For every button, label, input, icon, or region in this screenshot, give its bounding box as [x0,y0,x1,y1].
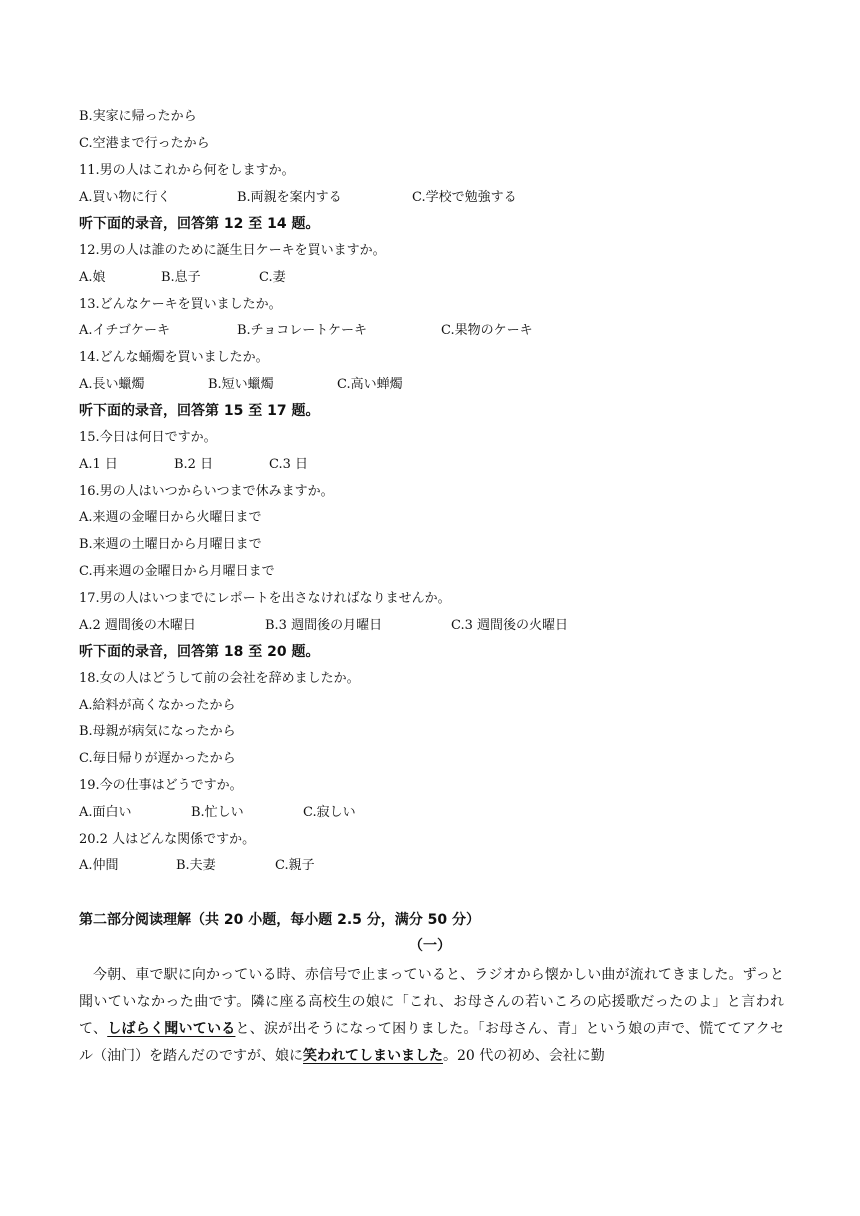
q16-option-a: A.来週の金曜日から火曜日まで [79,510,262,525]
q15-option-b: B.2 日 [174,457,214,472]
q10-option-c: C.空港まで行ったから [79,136,210,151]
q12-option-c: C.妻 [259,270,286,285]
q20-options [79,857,315,875]
q19-option-a: A.面白い [79,805,132,820]
section-heading-18-20: 听下面的录音，回答第 18 至 20 题。 [79,644,320,660]
q11-options [79,189,517,207]
q14-question: 14.どんな蛹燭を買いましたか。 [79,350,269,365]
q20-option-b: B.夫妻 [176,858,216,873]
q13-question: 13.どんなケーキを買いましたか。 [79,297,282,312]
q17-options [79,617,568,635]
q19-option-b: B.忙しい [191,805,244,820]
q13-options [79,322,533,340]
q19-option-c: C.寂しい [303,805,356,820]
passage1-label: （一） [409,938,451,954]
passage1-paragraph [79,962,784,1070]
q20-option-a: A.仲間 [79,858,119,873]
q16-option-c: C.再来週の金曜日から月曜日まで [79,564,275,579]
q11-option-b: B.両親を案内する [237,190,342,205]
q17-option-b: B.3 週間後の月曜日 [265,618,383,633]
q16-option-b: B.来週の土曜日から月曜日まで [79,537,262,552]
q18-option-a: A.給料が高くなかったから [79,698,236,713]
passage1-text-1: 今朝、車で駅に向かっている時、赤信号で止まっていると、ラジオから懐かしい曲が流れてきました。ずっと聞いていなかった曲です。隣に座る高校生の娘に「これ、お母さんの若いころの応援歌だったのよ」と言われて、 [79,967,784,1037]
q17-question: 17.男の人はいつまでにレポートを出さなければなりませんか。 [79,591,451,606]
passage1-text-2: と、涙が出そうになって困りました。「お母さん、青」という娘の声で、慌ててアクセル（油门）を踏んだのですが、娘に [79,1021,784,1064]
q12-options [79,269,286,287]
section-heading-15-17: 听下面的录音，回答第 15 至 17 题。 [79,403,320,419]
part2-heading: 第二部分阅读理解（共 20 小题，每小题 2.5 分，满分 50 分） [79,912,481,928]
q15-option-c: C.3 日 [269,457,309,472]
q15-option-a: A.1 日 [79,457,118,472]
q17-option-c: C.3 週間後の火曜日 [451,618,569,633]
q11-option-a: A.買い物に行く [79,190,171,205]
q15-options [79,456,308,474]
passage1-underline-1: しばらく聞いている [107,1021,236,1037]
q18-option-b: B.母親が病気になったから [79,724,236,739]
q12-question: 12.男の人は誰のために誕生日ケーキを買いますか。 [79,243,386,258]
q11-question: 11.男の人はこれから何をしますか。 [79,163,295,178]
q19-options [79,804,356,822]
q13-option-c: C.果物のケーキ [441,323,533,338]
q16-question: 16.男の人はいつからいつまで休みますか。 [79,484,334,499]
q13-option-a: A.イチゴケーキ [79,323,171,338]
passage1-underline-2: 笑われてしまいました [303,1048,443,1064]
q12-option-a: A.娘 [79,270,106,285]
q13-option-b: B.チョコレートケーキ [237,323,368,338]
q14-option-c: C.高い蝉燭 [337,377,403,392]
q17-option-a: A.2 週間後の木曜日 [79,618,196,633]
q20-question: 20.2 人はどんな関係ですか。 [79,832,256,847]
q20-option-c: C.親子 [275,858,315,873]
section-heading-12-14: 听下面的录音，回答第 12 至 14 题。 [79,216,320,232]
q15-question: 15.今日は何日ですか。 [79,430,217,445]
q18-option-c: C.毎日帰りが遅かったから [79,751,236,766]
q19-question: 19.今の仕事はどうですか。 [79,778,243,793]
q11-option-c: C.学校で勉強する [412,190,517,205]
q14-option-a: A.長い蠟燭 [79,377,145,392]
q12-option-b: B.息子 [161,270,201,285]
q14-options [79,376,403,394]
q10-option-b: B.実家に帰ったから [79,109,197,124]
passage1-text-3: 。20 代の初め、会社に勤 [443,1048,605,1064]
q18-question: 18.女の人はどうして前の会社を辞めましたか。 [79,671,360,686]
q14-option-b: B.短い蠟燭 [208,377,274,392]
